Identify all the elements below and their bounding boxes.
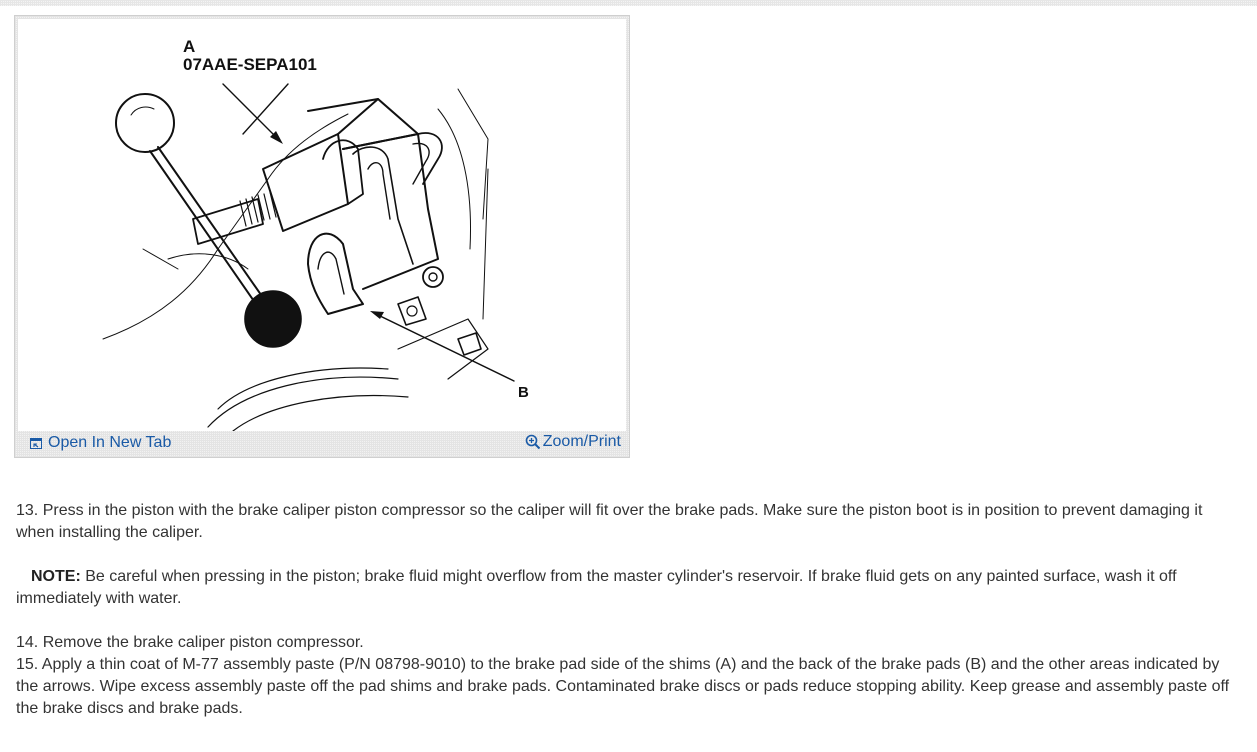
note-text: Be careful when pressing in the piston; brake fluid might overflow from the master cylinder's reservoir. If brake fluid gets on any painted surface, wash it off immediately with water. [16, 568, 1177, 607]
note-label: NOTE: [31, 568, 81, 585]
open-in-new-tab-link[interactable] [30, 434, 171, 452]
callout-b-label: B [518, 384, 529, 401]
open-in-new-tab-label: Open In New Tab [48, 434, 172, 451]
caliper-illustration [18, 19, 626, 431]
note-paragraph [16, 566, 1241, 610]
figure-footer [15, 432, 629, 458]
step-15: 15. Apply a thin coat of M-77 assembly paste (P/N 08798-9010) to the brake pad side of the shims (A) and the back of the brake pads (B) and the other areas indicated by the arrows. Wipe excess assembly paste off the pad shims and brake pads. Contaminated brake discs or pads reduce stopping ability. Keep grease and assembly paste off the brake discs and brake pads. [16, 656, 1230, 717]
zoom-magnifier-icon [525, 434, 541, 450]
step-14: 14. Remove the brake caliper piston compressor. [16, 634, 364, 651]
caliper-drawing [18, 19, 626, 431]
figure-container [14, 15, 630, 458]
zoom-print-label: Zoom/Print [542, 433, 621, 450]
top-pattern-strip [0, 0, 1257, 6]
zoom-print-link[interactable] [525, 433, 621, 451]
procedure-text [16, 500, 1241, 720]
open-new-tab-icon [30, 438, 42, 449]
step-13: 13. Press in the piston with the brake caliper piston compressor so the caliper will fit over the brake pads. Make sure the piston boot is in position to prevent damaging it when installing the caliper. [16, 502, 1203, 541]
callout-a-letter: A [183, 37, 196, 56]
callout-a-part-number: 07AAE-SEPA101 [183, 55, 317, 74]
callout-a-label [183, 38, 317, 74]
